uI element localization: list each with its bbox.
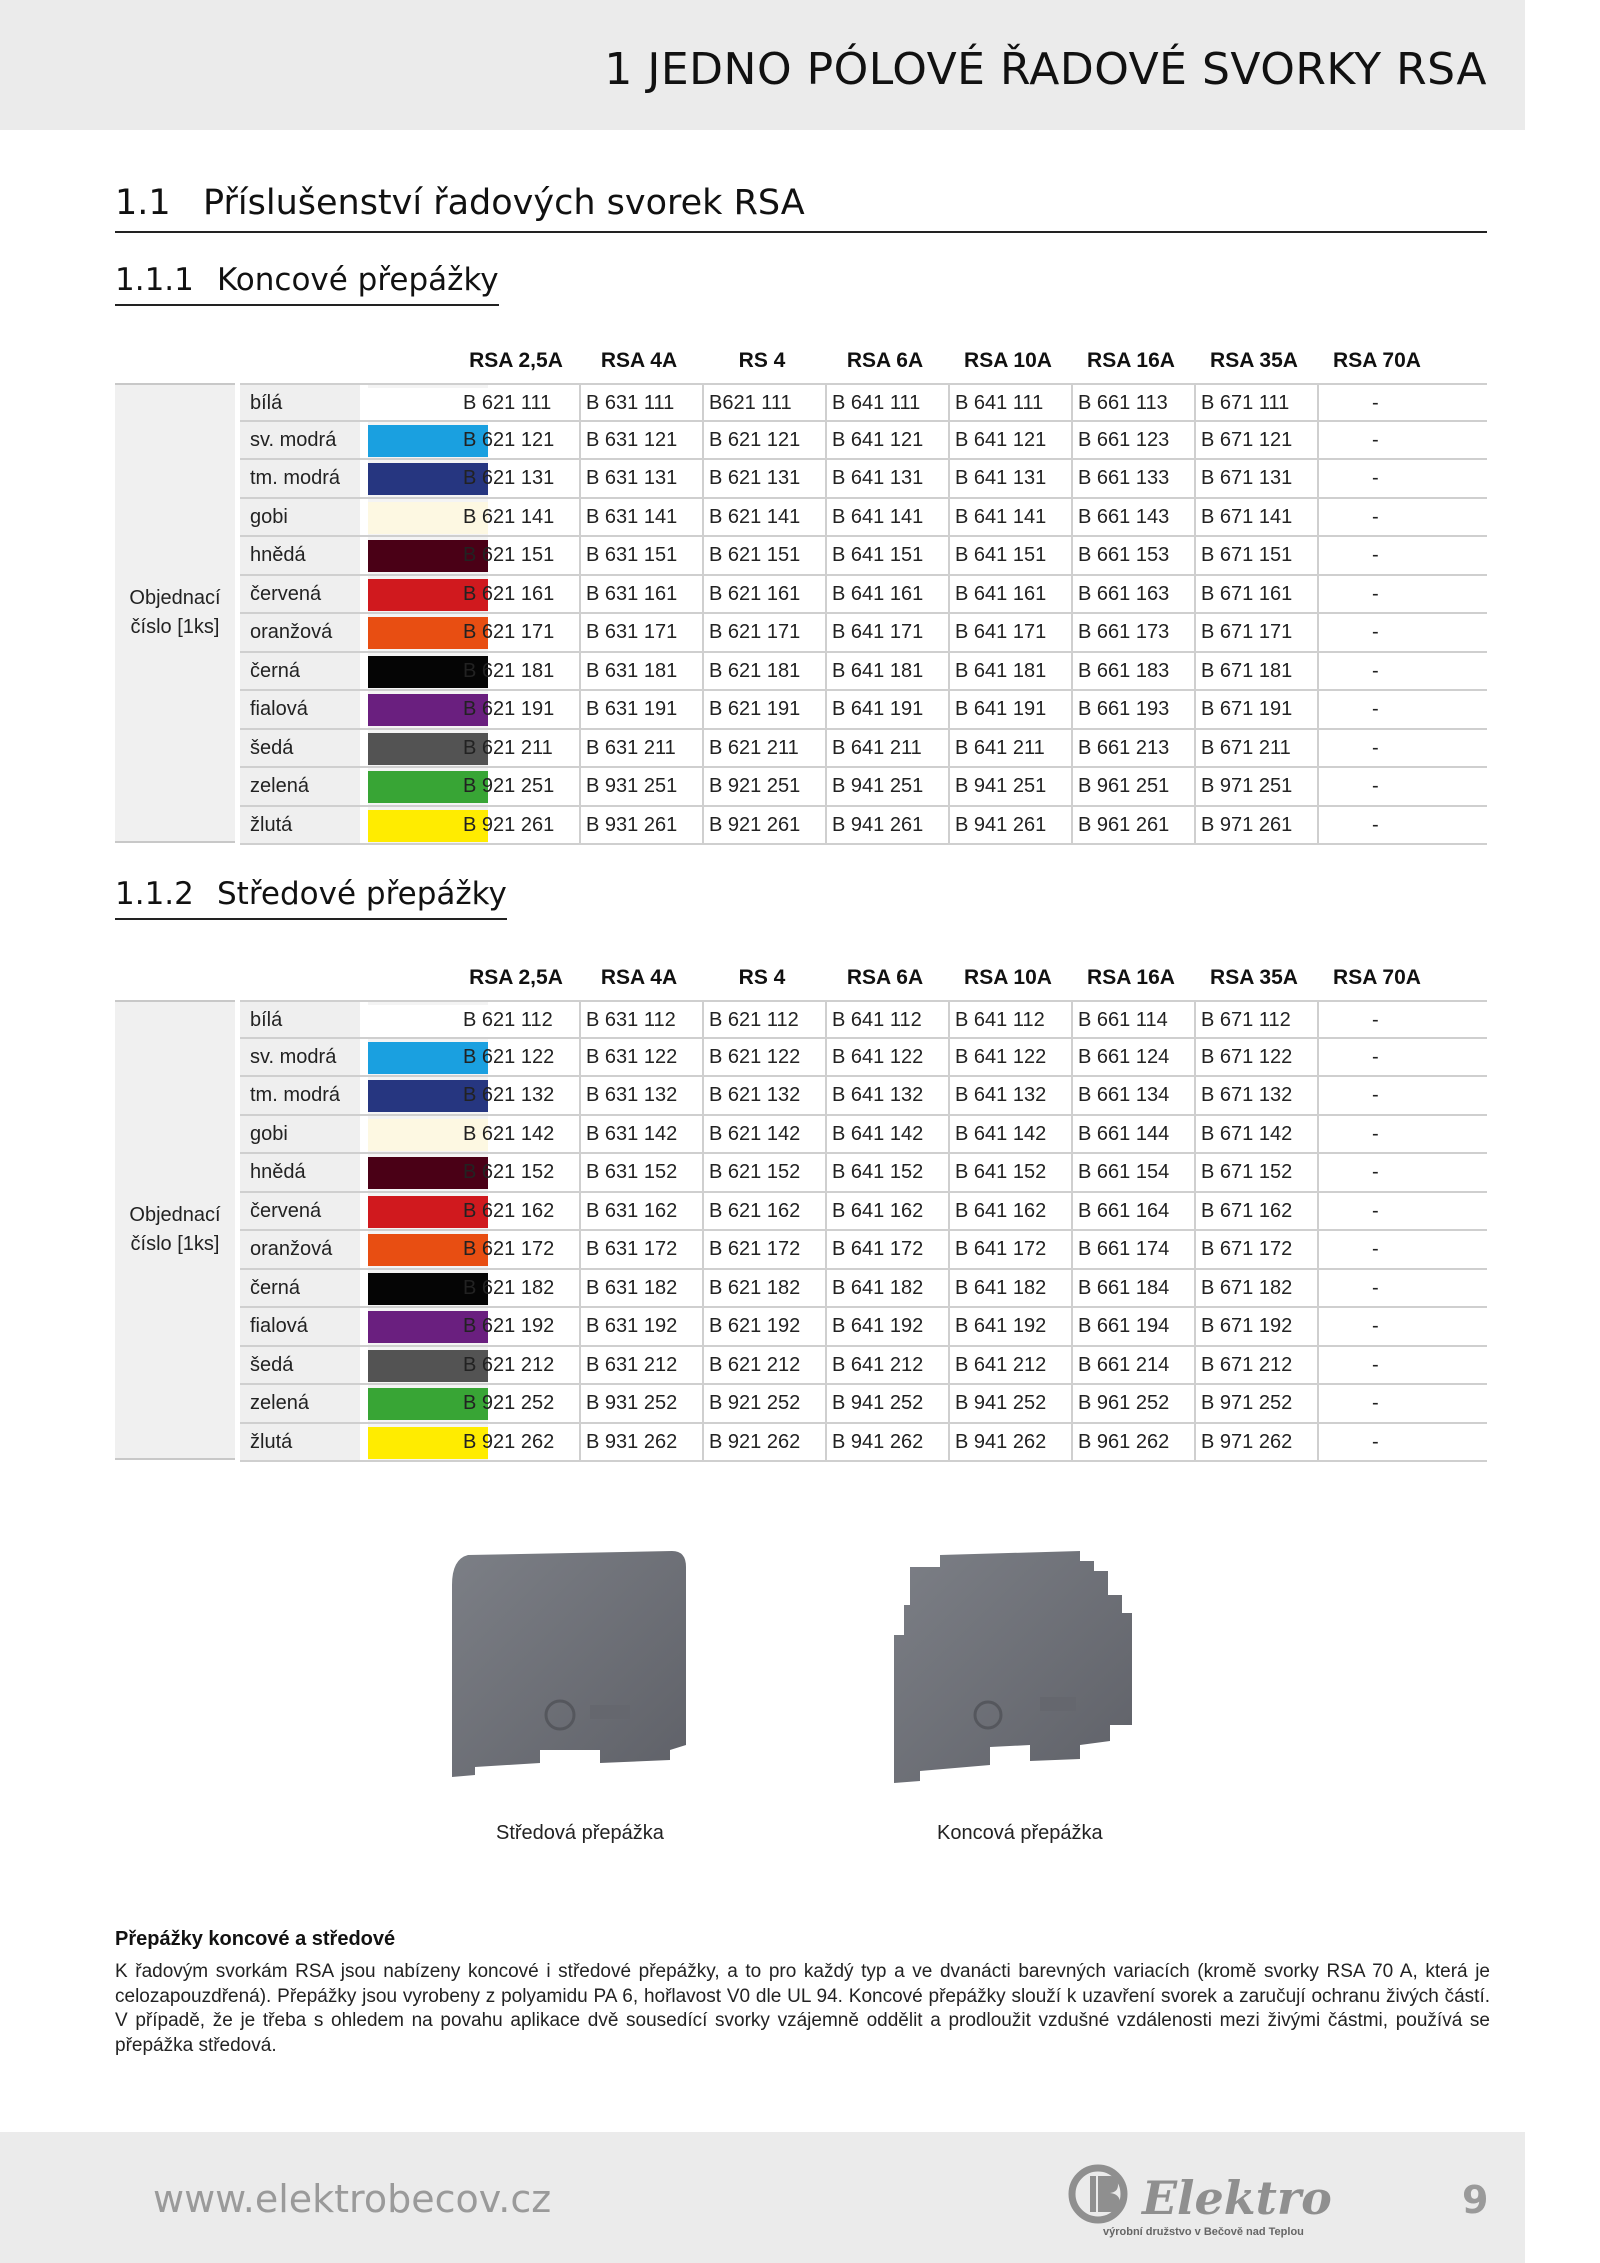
order-code-cell: B 621 142 bbox=[709, 1116, 827, 1153]
color-name: černá bbox=[240, 653, 360, 690]
order-code-cell: B 921 251 bbox=[463, 768, 581, 805]
order-code-cell: B 641 161 bbox=[955, 576, 1073, 613]
order-code-cell: - bbox=[1372, 467, 1379, 489]
order-code-cell: B 661 143 bbox=[1078, 499, 1196, 536]
order-code-cell: B 641 172 bbox=[955, 1231, 1073, 1268]
order-code-cell: B 661 113 bbox=[1078, 385, 1196, 420]
svg-text:Elektro: Elektro bbox=[1142, 2171, 1332, 2225]
color-name: zelená bbox=[240, 1385, 360, 1422]
order-code-cell: B 641 122 bbox=[955, 1039, 1073, 1076]
order-code-cell: B 921 252 bbox=[463, 1385, 581, 1422]
order-label-line: Objednací bbox=[129, 587, 221, 609]
order-code-cell: B 641 121 bbox=[832, 422, 950, 459]
order-code-cell: B 641 211 bbox=[832, 730, 950, 767]
order-code-cell: B 641 212 bbox=[832, 1347, 950, 1384]
subsection-title: Středové přepážky bbox=[217, 876, 507, 912]
order-code-cell: B 631 161 bbox=[586, 576, 704, 613]
order-code-cell: B 941 262 bbox=[832, 1424, 950, 1461]
column-header: RSA 10A bbox=[964, 349, 1052, 372]
column-header: RSA 2,5A bbox=[469, 966, 563, 989]
order-code-cell: B 621 171 bbox=[709, 614, 827, 651]
order-code-cell: B 641 111 bbox=[832, 385, 950, 420]
order-code-cell: B 931 251 bbox=[586, 768, 704, 805]
order-code-cell: B 931 261 bbox=[586, 807, 704, 844]
order-code-cell: B 671 161 bbox=[1201, 576, 1319, 613]
order-code-cell: B 671 162 bbox=[1201, 1193, 1319, 1230]
order-code-cell: - bbox=[1372, 544, 1379, 566]
table-header bbox=[115, 960, 1487, 1000]
order-code-cell: B 661 213 bbox=[1078, 730, 1196, 767]
order-code-cell: B 621 121 bbox=[709, 422, 827, 459]
order-code-cell: - bbox=[1372, 1353, 1379, 1376]
column-header: RSA 6A bbox=[846, 349, 924, 372]
table-row bbox=[240, 768, 1487, 807]
order-code-cell: - bbox=[1372, 621, 1379, 643]
order-code-cell: B 921 261 bbox=[463, 807, 581, 844]
table-body bbox=[115, 1000, 1487, 1462]
order-code-cell: B 921 262 bbox=[463, 1424, 581, 1461]
order-code-cell: B 641 111 bbox=[955, 385, 1073, 420]
order-code-cell: B 671 122 bbox=[1201, 1039, 1319, 1076]
table-row bbox=[240, 576, 1487, 615]
order-code-cell: B 661 193 bbox=[1078, 691, 1196, 728]
order-code-cell: B 671 171 bbox=[1201, 614, 1319, 651]
order-code-cell: B 661 114 bbox=[1078, 1002, 1196, 1037]
order-code-cell: B 641 191 bbox=[955, 691, 1073, 728]
order-code-cell: B 921 251 bbox=[709, 768, 827, 805]
table-row bbox=[240, 1154, 1487, 1193]
order-code-cell: B 621 152 bbox=[463, 1154, 581, 1191]
subsection-heading-middle-partitions bbox=[115, 876, 507, 920]
order-code-cell: B 631 152 bbox=[586, 1154, 704, 1191]
table-row bbox=[240, 499, 1487, 538]
order-code-cell: B 931 252 bbox=[586, 1385, 704, 1422]
table-row bbox=[240, 691, 1487, 730]
order-code-cell: B 971 251 bbox=[1201, 768, 1319, 805]
order-code-cell: B 631 162 bbox=[586, 1193, 704, 1230]
order-code-cell: B 621 212 bbox=[463, 1347, 581, 1384]
order-code-cell: - bbox=[1372, 1161, 1379, 1183]
subsection-number: 1.1.1 bbox=[115, 262, 194, 298]
order-code-cell: B 931 262 bbox=[586, 1424, 704, 1461]
order-code-cell: B 641 162 bbox=[832, 1193, 950, 1230]
order-code-cell: B 631 172 bbox=[586, 1231, 704, 1268]
order-code-cell: B 671 112 bbox=[1201, 1002, 1319, 1037]
order-code-cell: B 671 141 bbox=[1201, 499, 1319, 536]
page-title: 1 JEDNO PÓLOVÉ ŘADOVÉ SVORKY RSA bbox=[604, 44, 1487, 95]
table-row bbox=[240, 422, 1487, 461]
order-code-cell: B 631 212 bbox=[586, 1347, 704, 1384]
order-code-cell: B 641 181 bbox=[832, 653, 950, 690]
order-code-cell: B 631 192 bbox=[586, 1308, 704, 1345]
order-code-cell: B 621 192 bbox=[709, 1308, 827, 1345]
order-code-cell: B 671 172 bbox=[1201, 1231, 1319, 1268]
order-code-cell: B 941 252 bbox=[832, 1385, 950, 1422]
middle-partitions-table bbox=[115, 960, 1487, 1462]
table-row bbox=[240, 383, 1487, 422]
order-code-cell: B 671 182 bbox=[1201, 1270, 1319, 1307]
order-code-cell: B 621 211 bbox=[463, 730, 581, 767]
order-code-cell: B 641 142 bbox=[832, 1116, 950, 1153]
order-code-cell: B 671 111 bbox=[1201, 385, 1319, 420]
order-code-cell: B 961 262 bbox=[1078, 1424, 1196, 1461]
order-code-cell: B 661 123 bbox=[1078, 422, 1196, 459]
color-name: zelená bbox=[240, 768, 360, 805]
table-row bbox=[240, 1116, 1487, 1155]
table-row bbox=[240, 1039, 1487, 1078]
order-code-cell: - bbox=[1372, 1084, 1379, 1106]
color-name: sv. modrá bbox=[240, 422, 360, 459]
order-code-cell: B 631 121 bbox=[586, 422, 704, 459]
logo-subtitle: výrobní družstvo v Bečově nad Teplou bbox=[1103, 2226, 1304, 2238]
order-code-cell: B621 111 bbox=[709, 385, 827, 420]
order-code-cell: B 671 131 bbox=[1201, 460, 1319, 497]
color-name: červená bbox=[240, 576, 360, 613]
order-code-cell: - bbox=[1372, 1045, 1379, 1068]
color-name: tm. modrá bbox=[240, 460, 360, 497]
color-name: šedá bbox=[240, 1347, 360, 1384]
order-code-cell: B 621 162 bbox=[709, 1193, 827, 1230]
order-code-cell: B 671 181 bbox=[1201, 653, 1319, 690]
order-code-cell: - bbox=[1372, 813, 1379, 836]
color-name: bílá bbox=[240, 1002, 360, 1037]
order-code-cell: B 631 111 bbox=[586, 385, 704, 420]
order-code-cell: B 631 191 bbox=[586, 691, 704, 728]
order-code-cell: B 621 181 bbox=[709, 653, 827, 690]
order-code-cell: B 941 251 bbox=[832, 768, 950, 805]
order-code-cell: B 621 112 bbox=[463, 1002, 581, 1037]
table-row bbox=[240, 730, 1487, 769]
color-name: oranžová bbox=[240, 1231, 360, 1268]
order-code-cell: B 621 192 bbox=[463, 1308, 581, 1345]
order-number-label bbox=[115, 1000, 235, 1460]
column-header: RSA 70A bbox=[1333, 966, 1421, 989]
order-code-cell: B 621 141 bbox=[709, 499, 827, 536]
color-name: červená bbox=[240, 1193, 360, 1230]
order-code-cell: B 921 252 bbox=[709, 1385, 827, 1422]
order-code-cell: B 641 162 bbox=[955, 1193, 1073, 1230]
table-row bbox=[240, 1193, 1487, 1232]
column-header: RSA 6A bbox=[846, 966, 924, 989]
color-name: gobi bbox=[240, 1116, 360, 1153]
color-name: oranžová bbox=[240, 614, 360, 651]
order-code-cell: B 641 182 bbox=[832, 1270, 950, 1307]
table-row bbox=[240, 1077, 1487, 1116]
order-code-cell: B 661 164 bbox=[1078, 1193, 1196, 1230]
order-code-cell: - bbox=[1372, 775, 1379, 797]
column-header: RSA 35A bbox=[1210, 349, 1298, 372]
order-code-cell: B 641 112 bbox=[955, 1002, 1073, 1037]
order-code-cell: - bbox=[1372, 428, 1379, 451]
order-code-cell: B 961 252 bbox=[1078, 1385, 1196, 1422]
order-code-cell: B 921 261 bbox=[709, 807, 827, 844]
order-code-cell: B 671 212 bbox=[1201, 1347, 1319, 1384]
order-code-cell: B 641 181 bbox=[955, 653, 1073, 690]
order-code-cell: B 621 131 bbox=[463, 460, 581, 497]
table-row bbox=[240, 537, 1487, 576]
color-name: hnědá bbox=[240, 1154, 360, 1191]
order-code-cell: - bbox=[1372, 1238, 1379, 1260]
order-code-cell: B 631 211 bbox=[586, 730, 704, 767]
order-code-cell: B 621 141 bbox=[463, 499, 581, 536]
order-code-cell: B 641 151 bbox=[955, 537, 1073, 574]
order-code-cell: B 641 132 bbox=[832, 1077, 950, 1114]
order-code-cell: - bbox=[1372, 582, 1379, 605]
order-code-cell: - bbox=[1372, 1315, 1379, 1337]
color-name: tm. modrá bbox=[240, 1077, 360, 1114]
color-name: černá bbox=[240, 1270, 360, 1307]
order-code-cell: B 621 161 bbox=[709, 576, 827, 613]
end-partition-photo bbox=[880, 1545, 1170, 1800]
order-code-cell: B 631 171 bbox=[586, 614, 704, 651]
end-partition-caption: Koncová přepážka bbox=[937, 1822, 1103, 1844]
order-code-cell: B 941 262 bbox=[955, 1424, 1073, 1461]
column-header: RSA 16A bbox=[1087, 966, 1175, 989]
order-code-cell: B 661 163 bbox=[1078, 576, 1196, 613]
order-code-cell: B 641 152 bbox=[955, 1154, 1073, 1191]
color-name: sv. modrá bbox=[240, 1039, 360, 1076]
order-code-cell: - bbox=[1372, 659, 1379, 682]
order-code-cell: - bbox=[1372, 698, 1379, 720]
section-heading bbox=[115, 183, 1487, 233]
subsection-title: Koncové přepážky bbox=[217, 262, 499, 298]
order-code-cell: B 621 132 bbox=[709, 1077, 827, 1114]
color-name: fialová bbox=[240, 691, 360, 728]
order-code-cell: B 621 111 bbox=[463, 385, 581, 420]
column-header: RSA 10A bbox=[964, 966, 1052, 989]
table-row bbox=[240, 807, 1487, 846]
page-number: 9 bbox=[1462, 2178, 1489, 2222]
order-code-cell: B 621 122 bbox=[463, 1039, 581, 1076]
order-code-cell: B 641 161 bbox=[832, 576, 950, 613]
order-code-cell: B 621 172 bbox=[709, 1231, 827, 1268]
order-code-cell: B 641 141 bbox=[955, 499, 1073, 536]
order-code-cell: B 941 251 bbox=[955, 768, 1073, 805]
order-code-cell: B 641 172 bbox=[832, 1231, 950, 1268]
order-code-cell: B 671 142 bbox=[1201, 1116, 1319, 1153]
color-name: gobi bbox=[240, 499, 360, 536]
order-code-cell: B 631 181 bbox=[586, 653, 704, 690]
order-code-cell: B 661 184 bbox=[1078, 1270, 1196, 1307]
table-row bbox=[240, 1270, 1487, 1309]
column-header: RSA 35A bbox=[1210, 966, 1298, 989]
column-header: RSA 2,5A bbox=[469, 349, 563, 372]
order-code-cell: B 621 171 bbox=[463, 614, 581, 651]
color-name: bílá bbox=[240, 385, 360, 420]
color-name: šedá bbox=[240, 730, 360, 767]
order-code-cell: B 671 191 bbox=[1201, 691, 1319, 728]
order-code-cell: B 961 251 bbox=[1078, 768, 1196, 805]
order-code-cell: B 661 173 bbox=[1078, 614, 1196, 651]
order-code-cell: B 631 132 bbox=[586, 1077, 704, 1114]
order-code-cell: B 971 262 bbox=[1201, 1424, 1319, 1461]
order-code-cell: B 631 151 bbox=[586, 537, 704, 574]
subsection-number: 1.1.2 bbox=[115, 876, 194, 912]
order-code-cell: B 971 252 bbox=[1201, 1385, 1319, 1422]
order-code-cell: B 641 211 bbox=[955, 730, 1073, 767]
order-code-cell: B 621 161 bbox=[463, 576, 581, 613]
order-code-cell: B 661 153 bbox=[1078, 537, 1196, 574]
order-code-cell: B 621 181 bbox=[463, 653, 581, 690]
table-row bbox=[240, 1000, 1487, 1039]
order-code-cell: B 621 151 bbox=[463, 537, 581, 574]
table-row bbox=[240, 1231, 1487, 1270]
column-header: RS 4 bbox=[738, 966, 786, 989]
order-code-cell: B 641 192 bbox=[832, 1308, 950, 1345]
order-code-cell: B 661 174 bbox=[1078, 1231, 1196, 1268]
table-row bbox=[240, 1385, 1487, 1424]
order-code-cell: B 641 152 bbox=[832, 1154, 950, 1191]
order-code-cell: - bbox=[1372, 1199, 1379, 1222]
section-number: 1.1 bbox=[115, 183, 171, 223]
order-code-cell: B 661 214 bbox=[1078, 1347, 1196, 1384]
order-code-cell: B 971 261 bbox=[1201, 807, 1319, 844]
middle-partition-caption: Středová přepážka bbox=[496, 1822, 664, 1844]
table-row bbox=[240, 460, 1487, 499]
order-code-cell: B 641 151 bbox=[832, 537, 950, 574]
order-code-cell: B 641 142 bbox=[955, 1116, 1073, 1153]
color-name: fialová bbox=[240, 1308, 360, 1345]
order-code-cell: B 631 141 bbox=[586, 499, 704, 536]
order-code-cell: B 671 121 bbox=[1201, 422, 1319, 459]
table-row bbox=[240, 1424, 1487, 1463]
order-code-cell: B 661 133 bbox=[1078, 460, 1196, 497]
middle-partition-photo bbox=[440, 1545, 710, 1800]
order-code-cell: - bbox=[1372, 736, 1379, 759]
order-code-cell: B 941 261 bbox=[955, 807, 1073, 844]
color-name: žlutá bbox=[240, 1424, 360, 1461]
order-code-cell: B 631 122 bbox=[586, 1039, 704, 1076]
table-row bbox=[240, 653, 1487, 692]
order-code-cell: B 621 191 bbox=[709, 691, 827, 728]
order-code-cell: B 621 182 bbox=[709, 1270, 827, 1307]
footer-url-link[interactable]: www.elektrobecov.cz bbox=[153, 2177, 552, 2221]
order-label-line: Objednací bbox=[129, 1204, 221, 1226]
order-code-cell: B 641 141 bbox=[832, 499, 950, 536]
order-code-cell: B 671 211 bbox=[1201, 730, 1319, 767]
order-code-cell: B 631 142 bbox=[586, 1116, 704, 1153]
order-code-cell: B 941 252 bbox=[955, 1385, 1073, 1422]
order-code-cell: B 621 132 bbox=[463, 1077, 581, 1114]
order-code-cell: B 621 112 bbox=[709, 1002, 827, 1037]
order-code-cell: B 631 182 bbox=[586, 1270, 704, 1307]
color-name: žlutá bbox=[240, 807, 360, 844]
order-code-cell: B 621 142 bbox=[463, 1116, 581, 1153]
order-code-cell: B 621 152 bbox=[709, 1154, 827, 1191]
order-code-cell: B 671 192 bbox=[1201, 1308, 1319, 1345]
table-row bbox=[240, 614, 1487, 653]
order-code-cell: B 641 131 bbox=[832, 460, 950, 497]
order-number-label bbox=[115, 383, 235, 843]
order-code-cell: B 641 131 bbox=[955, 460, 1073, 497]
table-row bbox=[240, 1308, 1487, 1347]
order-code-cell: B 641 171 bbox=[832, 614, 950, 651]
column-header: RSA 16A bbox=[1087, 349, 1175, 372]
order-code-cell: B 941 261 bbox=[832, 807, 950, 844]
order-code-cell: B 621 191 bbox=[463, 691, 581, 728]
column-header: RSA 70A bbox=[1333, 349, 1421, 372]
order-code-cell: B 641 112 bbox=[832, 1002, 950, 1037]
column-header: RSA 4A bbox=[600, 349, 678, 372]
order-code-cell: B 621 122 bbox=[709, 1039, 827, 1076]
order-code-cell: B 621 212 bbox=[709, 1347, 827, 1384]
order-code-cell: B 621 182 bbox=[463, 1270, 581, 1307]
end-partitions-table bbox=[115, 343, 1487, 845]
order-code-cell: B 661 134 bbox=[1078, 1077, 1196, 1114]
order-code-cell: B 671 151 bbox=[1201, 537, 1319, 574]
order-code-cell: B 621 151 bbox=[709, 537, 827, 574]
order-code-cell: B 641 212 bbox=[955, 1347, 1073, 1384]
order-code-cell: B 621 131 bbox=[709, 460, 827, 497]
order-code-cell: B 641 191 bbox=[832, 691, 950, 728]
order-code-cell: B 661 183 bbox=[1078, 653, 1196, 690]
order-code-cell: B 641 121 bbox=[955, 422, 1073, 459]
column-header: RS 4 bbox=[738, 349, 786, 372]
order-code-cell: B 961 261 bbox=[1078, 807, 1196, 844]
order-code-cell: - bbox=[1372, 1276, 1379, 1299]
order-code-cell: - bbox=[1372, 1009, 1379, 1031]
subsection-heading-end-partitions bbox=[115, 262, 499, 306]
column-header: RSA 4A bbox=[600, 966, 678, 989]
order-code-cell: - bbox=[1372, 1430, 1379, 1453]
color-name: hnědá bbox=[240, 537, 360, 574]
section-title: Příslušenství řadových svorek RSA bbox=[203, 183, 805, 223]
order-code-cell: B 641 192 bbox=[955, 1308, 1073, 1345]
table-body bbox=[115, 383, 1487, 845]
order-code-cell: B 641 182 bbox=[955, 1270, 1073, 1307]
order-code-cell: B 641 132 bbox=[955, 1077, 1073, 1114]
order-code-cell: B 661 124 bbox=[1078, 1039, 1196, 1076]
order-label-line: číslo [1ks] bbox=[130, 616, 220, 638]
order-label-line: číslo [1ks] bbox=[130, 1233, 220, 1255]
table-header bbox=[115, 343, 1487, 383]
order-code-cell: B 661 154 bbox=[1078, 1154, 1196, 1191]
order-code-cell: B 921 262 bbox=[709, 1424, 827, 1461]
order-code-cell: B 631 131 bbox=[586, 460, 704, 497]
description-text: K řadovým svorkám RSA jsou nabízeny koncové i středové přepážky, a to pro každý typ a ve dvanácti barevných variacích (kromě svorky RSA 70 A, která je celozapouzdřená). Přepážky jsou vyrobeny z polyamidu PA 6, hořlavost V0 dle UL 94. Koncové přepážky slouží k uzavření svorek a zaručují ochranu živých částí. V případě, že je třeba s ohledem na povahu aplikace dvě sousedící svorky vzájemně oddělit a prodloužit vzdušné vzdálenosti mezi živými částmi, používá se přepážka středová. bbox=[115, 1961, 1490, 2056]
order-code-cell: B 621 172 bbox=[463, 1231, 581, 1268]
order-code-cell: B 661 194 bbox=[1078, 1308, 1196, 1345]
order-code-cell: B 621 121 bbox=[463, 422, 581, 459]
description-title: Přepážky koncové a středové bbox=[115, 1928, 396, 1950]
order-code-cell: B 631 112 bbox=[586, 1002, 704, 1037]
order-code-cell: B 661 144 bbox=[1078, 1116, 1196, 1153]
order-code-cell: - bbox=[1372, 392, 1379, 414]
order-code-cell: B 671 152 bbox=[1201, 1154, 1319, 1191]
order-code-cell: B 641 171 bbox=[955, 614, 1073, 651]
order-code-cell: - bbox=[1372, 505, 1379, 528]
order-code-cell: B 671 132 bbox=[1201, 1077, 1319, 1114]
order-code-cell: B 621 211 bbox=[709, 730, 827, 767]
order-code-cell: - bbox=[1372, 1392, 1379, 1414]
order-code-cell: B 621 162 bbox=[463, 1193, 581, 1230]
order-code-cell: - bbox=[1372, 1122, 1379, 1145]
order-code-cell: B 641 122 bbox=[832, 1039, 950, 1076]
table-row bbox=[240, 1347, 1487, 1386]
